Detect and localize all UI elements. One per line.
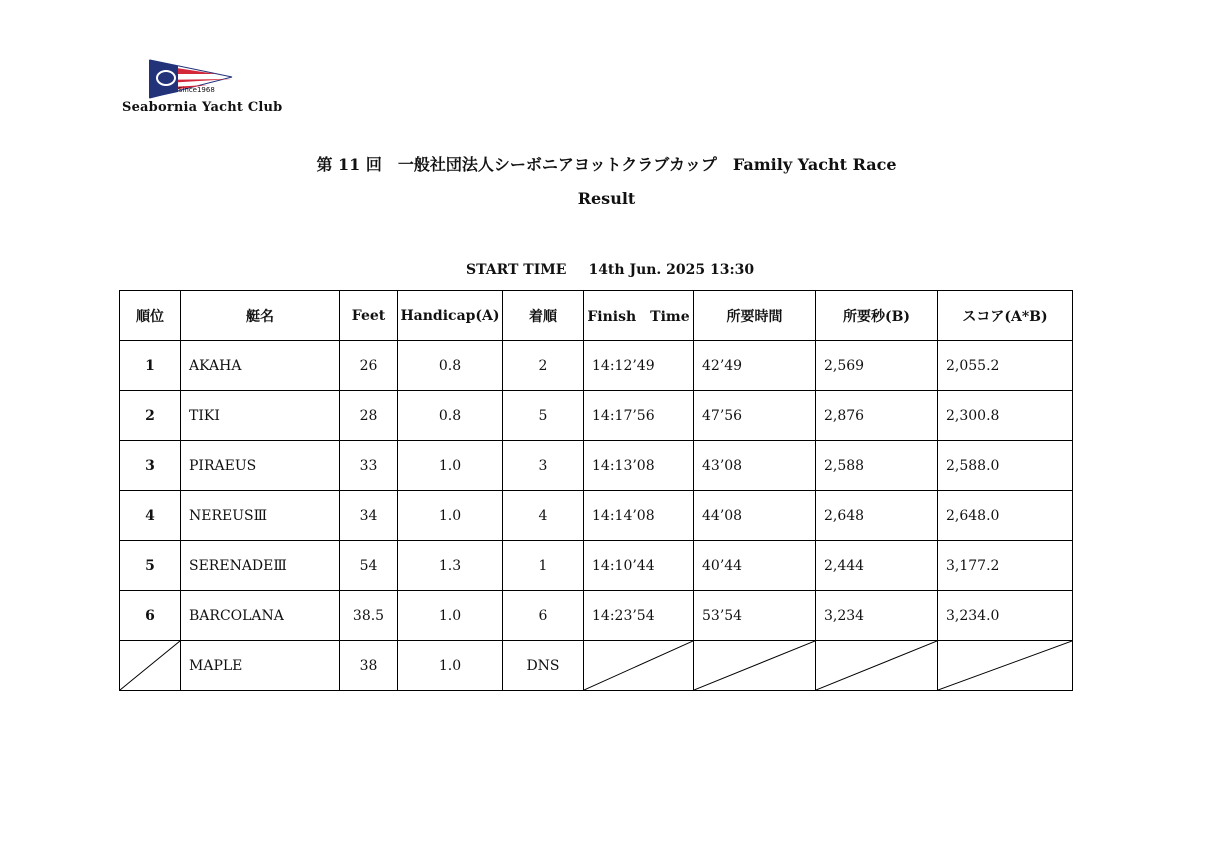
start-time-label: START TIME bbox=[466, 262, 567, 278]
cell-feet: 26 bbox=[340, 341, 398, 391]
cell-score: 3,177.2 bbox=[938, 541, 1073, 591]
cell-boat-name: BARCOLANA bbox=[181, 591, 340, 641]
cell-elapsed-time: 44’08 bbox=[694, 491, 816, 541]
diagonal-slash bbox=[816, 641, 937, 690]
cell-elapsed-time: 47’56 bbox=[694, 391, 816, 441]
cell-elapsed-time: 42’49 bbox=[694, 341, 816, 391]
cell-handicap: 1.0 bbox=[398, 441, 503, 491]
cell-finish-time: 14:14’08 bbox=[584, 491, 694, 541]
cell-elapsed-time: 43’08 bbox=[694, 441, 816, 491]
table-row bbox=[120, 541, 1073, 591]
cell-handicap: 1.0 bbox=[398, 591, 503, 641]
page-title: 第 11 回 一般社団法人シーボニアヨットクラブカップ Family Yacht Race bbox=[316, 155, 897, 174]
table-row-dns bbox=[120, 641, 1073, 691]
cell-elapsed-seconds: 2,876 bbox=[816, 391, 938, 441]
cell-rank: 6 bbox=[120, 591, 181, 641]
header-finish-time: Finish Time bbox=[584, 291, 694, 341]
logo-name: Seabornia Yacht Club bbox=[122, 100, 283, 115]
diagonal-slash bbox=[938, 641, 1072, 690]
header-elapsed-seconds: 所要秒(B) bbox=[816, 291, 938, 341]
cell-handicap: 1.3 bbox=[398, 541, 503, 591]
cell-rank: 1 bbox=[120, 341, 181, 391]
cell-boat-name: PIRAEUS bbox=[181, 441, 340, 491]
cell-feet: 38.5 bbox=[340, 591, 398, 641]
header-rank: 順位 bbox=[120, 291, 181, 341]
cell-feet: 38 bbox=[340, 641, 398, 691]
cell-score: 2,588.0 bbox=[938, 441, 1073, 491]
logo-since: Since1968 bbox=[178, 86, 215, 94]
page-subtitle: Result bbox=[577, 189, 636, 208]
header-row bbox=[120, 291, 1073, 341]
cell-finish-time-empty bbox=[584, 641, 694, 691]
cell-handicap: 1.0 bbox=[398, 641, 503, 691]
header-boat-name: 艇名 bbox=[181, 291, 340, 341]
cell-feet: 54 bbox=[340, 541, 398, 591]
cell-finish-time: 14:12’49 bbox=[584, 341, 694, 391]
cell-rank: 3 bbox=[120, 441, 181, 491]
cell-elapsed-seconds: 2,648 bbox=[816, 491, 938, 541]
cell-boat-name: MAPLE bbox=[181, 641, 340, 691]
cell-feet: 28 bbox=[340, 391, 398, 441]
cell-rank: 5 bbox=[120, 541, 181, 591]
cell-score: 2,648.0 bbox=[938, 491, 1073, 541]
cell-score: 3,234.0 bbox=[938, 591, 1073, 641]
cell-finish-order: 6 bbox=[503, 591, 584, 641]
cell-score: 2,055.2 bbox=[938, 341, 1073, 391]
header-finish-order: 着順 bbox=[503, 291, 584, 341]
cell-score-empty bbox=[938, 641, 1073, 691]
cell-handicap: 0.8 bbox=[398, 341, 503, 391]
table-row bbox=[120, 341, 1073, 391]
cell-handicap: 0.8 bbox=[398, 391, 503, 441]
cell-rank: 4 bbox=[120, 491, 181, 541]
cell-boat-name: AKAHA bbox=[181, 341, 340, 391]
cell-finish-time: 14:17’56 bbox=[584, 391, 694, 441]
cell-handicap: 1.0 bbox=[398, 491, 503, 541]
cell-elapsed-seconds: 3,234 bbox=[816, 591, 938, 641]
diagonal-slash bbox=[584, 641, 693, 690]
cell-finish-order: 5 bbox=[503, 391, 584, 441]
table-row bbox=[120, 491, 1073, 541]
diagonal-slash bbox=[120, 641, 180, 690]
cell-feet: 34 bbox=[340, 491, 398, 541]
cell-finish-order: 1 bbox=[503, 541, 584, 591]
cell-elapsed-seconds: 2,569 bbox=[816, 341, 938, 391]
cell-feet: 33 bbox=[340, 441, 398, 491]
results-table bbox=[119, 290, 1073, 691]
cell-finish-order: 4 bbox=[503, 491, 584, 541]
table-row bbox=[120, 441, 1073, 491]
cell-rank-empty bbox=[120, 641, 181, 691]
table-row bbox=[120, 591, 1073, 641]
cell-boat-name: TIKI bbox=[181, 391, 340, 441]
start-time bbox=[466, 262, 754, 278]
header-elapsed-time: 所要時間 bbox=[694, 291, 816, 341]
cell-finish-time: 14:10’44 bbox=[584, 541, 694, 591]
diagonal-slash bbox=[694, 641, 815, 690]
cell-elapsed-time: 40’44 bbox=[694, 541, 816, 591]
cell-boat-name: SERENADEⅢ bbox=[181, 541, 340, 591]
cell-elapsed-seconds-empty bbox=[816, 641, 938, 691]
cell-finish-order: 2 bbox=[503, 341, 584, 391]
cell-rank: 2 bbox=[120, 391, 181, 441]
cell-boat-name: NEREUSⅢ bbox=[181, 491, 340, 541]
table-row bbox=[120, 391, 1073, 441]
cell-elapsed-time-empty bbox=[694, 641, 816, 691]
cell-finish-order: 3 bbox=[503, 441, 584, 491]
cell-finish-time: 14:23’54 bbox=[584, 591, 694, 641]
header-feet: Feet bbox=[340, 291, 398, 341]
cell-finish-time: 14:13’08 bbox=[584, 441, 694, 491]
cell-elapsed-seconds: 2,588 bbox=[816, 441, 938, 491]
header-score: スコア(A*B) bbox=[938, 291, 1073, 341]
header-handicap: Handicap(A) bbox=[398, 291, 503, 341]
club-logo bbox=[120, 58, 283, 120]
cell-finish-order: DNS bbox=[503, 641, 584, 691]
cell-score: 2,300.8 bbox=[938, 391, 1073, 441]
cell-elapsed-seconds: 2,444 bbox=[816, 541, 938, 591]
start-time-value: 14th Jun. 2025 13:30 bbox=[588, 262, 755, 278]
cell-elapsed-time: 53’54 bbox=[694, 591, 816, 641]
